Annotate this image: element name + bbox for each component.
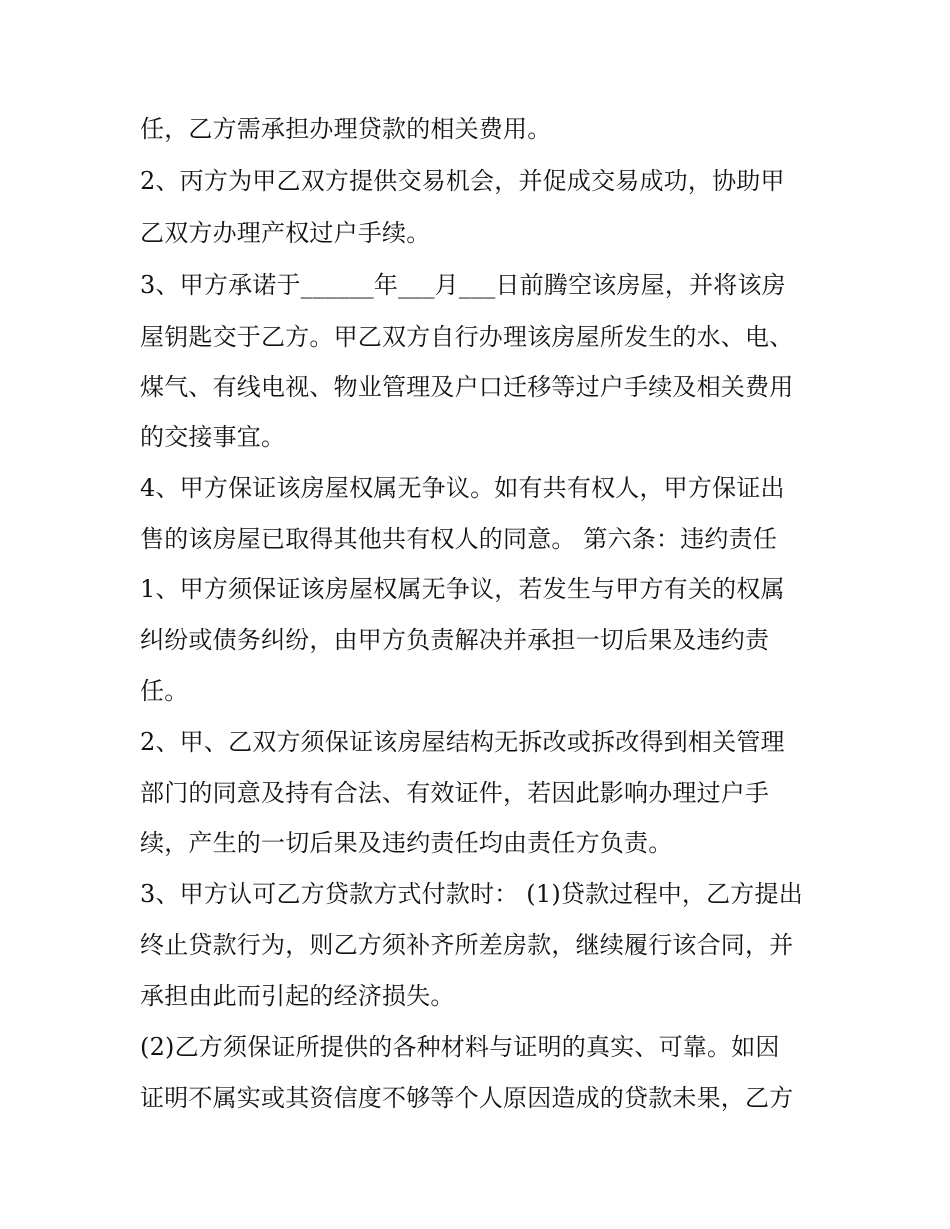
text-line: 屋钥匙交于乙方。甲乙双方自行办理该房屋所发生的水、电、 <box>140 323 794 351</box>
text-line: 售的该房屋已取得其他共有权人的同意。 第六条：违约责任 <box>140 525 778 553</box>
text-line: 证明不属实或其资信度不够等个人原因造成的贷款未果，乙方 <box>140 1084 794 1112</box>
text-line: 续，产生的一切后果及违约责任均由责任方负责。 <box>140 829 673 857</box>
text-line: 承担由此而引起的经济损失。 <box>140 982 455 1010</box>
text-line: 2、丙方为甲乙双方提供交易机会，并促成交易成功，协助甲 <box>140 167 785 195</box>
text-line: 任。 <box>140 677 189 705</box>
text-line: 1、甲方须保证该房屋权属无争议，若发生与甲方有关的权属 <box>140 575 785 603</box>
text-line: 3、甲方承诺于______年___月___日前腾空该房屋，并将该房 <box>140 271 786 299</box>
text-line: 3、甲方认可乙方贷款方式付款时： (1)贷款过程中，乙方提出 <box>140 880 803 908</box>
text-line: 乙双方办理产权过户手续。 <box>140 219 431 247</box>
text-line: 4、甲方保证该房屋权属无争议。如有共有权人，甲方保证出 <box>140 474 785 502</box>
text-line: 部门的同意及持有合法、有效证件，若因此影响办理过户手 <box>140 779 770 807</box>
text-line: 纠纷或债务纠纷，由甲方负责解决并承担一切后果及违约责 <box>140 626 770 654</box>
text-line: 的交接事宜。 <box>140 423 286 451</box>
text-line: (2)乙方须保证所提供的各种材料与证明的真实、可靠。如因 <box>140 1033 780 1061</box>
text-line: 任，乙方需承担办理贷款的相关费用。 <box>140 115 552 143</box>
text-line: 2、甲、乙双方须保证该房屋结构无拆改或拆改得到相关管理 <box>140 728 785 756</box>
text-line: 终止贷款行为，则乙方须补齐所差房款，继续履行该合同，并 <box>140 931 794 959</box>
text-line: 煤气、有线电视、物业管理及户口迁移等过户手续及相关费用 <box>140 373 794 401</box>
